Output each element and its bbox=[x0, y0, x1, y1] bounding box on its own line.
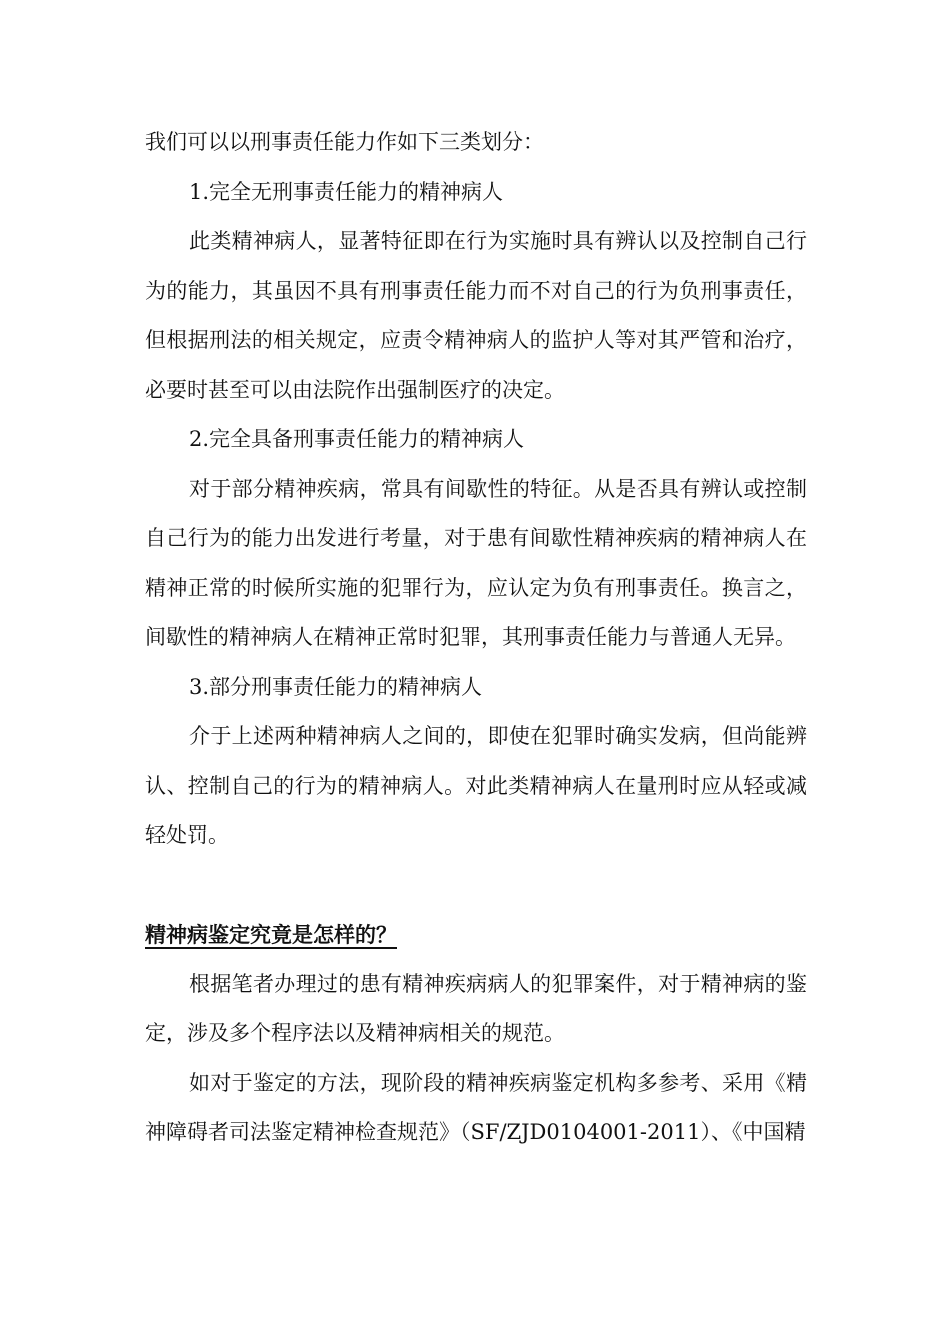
section-1-body: 此类精神病人，显著特征即在行为实施时具有辨认以及控制自己行为的能力，其虽因不具有刑事责任能力而不对自己的行为负刑事责任，但根据刑法的相关规定，应责令精神病人的监护人等对其严管和治疗，必要时甚至可以由法院作出强制医疗的决定。 bbox=[145, 229, 807, 402]
document-content bbox=[145, 118, 807, 1158]
section-2-body: 对于部分精神疾病，常具有间歇性的特征。从是否具有辨认或控制自己行为的能力出发进行考量，对于患有间歇性精神疾病的精神病人在精神正常的时候所实施的犯罪行为，应认定为负有刑事责任。换言之，间歇性的精神病人在精神正常时犯罪，其刑事责任能力与普通人无异。 bbox=[145, 476, 807, 649]
intro-paragraph: 我们可以以刑事责任能力作如下三类划分： bbox=[145, 130, 544, 154]
section-heading bbox=[145, 910, 807, 960]
paragraph-2: 如对于鉴定的方法，现阶段的精神疾病鉴定机构多参考、采用《精神障碍者司法鉴定精神检查规范》（SF/ZJD0104001-2011）、《中国精 bbox=[145, 1070, 807, 1144]
section-heading-text: 精神病鉴定究竟是怎样的？ bbox=[145, 922, 397, 947]
section-1-title: 1.完全无刑事责任能力的精神病人 bbox=[189, 179, 504, 204]
section-3-body: 介于上述两种精神病人之间的，即使在犯罪时确实发病，但尚能辨认、控制自己的行为的精神病人。对此类精神病人在量刑时应从轻或减轻处罚。 bbox=[145, 724, 807, 847]
paragraph-1: 根据笔者办理过的患有精神疾病病人的犯罪案件，对于精神病的鉴定，涉及多个程序法以及精神病相关的规范。 bbox=[145, 971, 807, 1045]
blank-line bbox=[145, 861, 807, 911]
section-3-title: 3.部分刑事责任能力的精神病人 bbox=[189, 674, 483, 699]
section-2-title: 2.完全具备刑事责任能力的精神病人 bbox=[189, 427, 525, 451]
